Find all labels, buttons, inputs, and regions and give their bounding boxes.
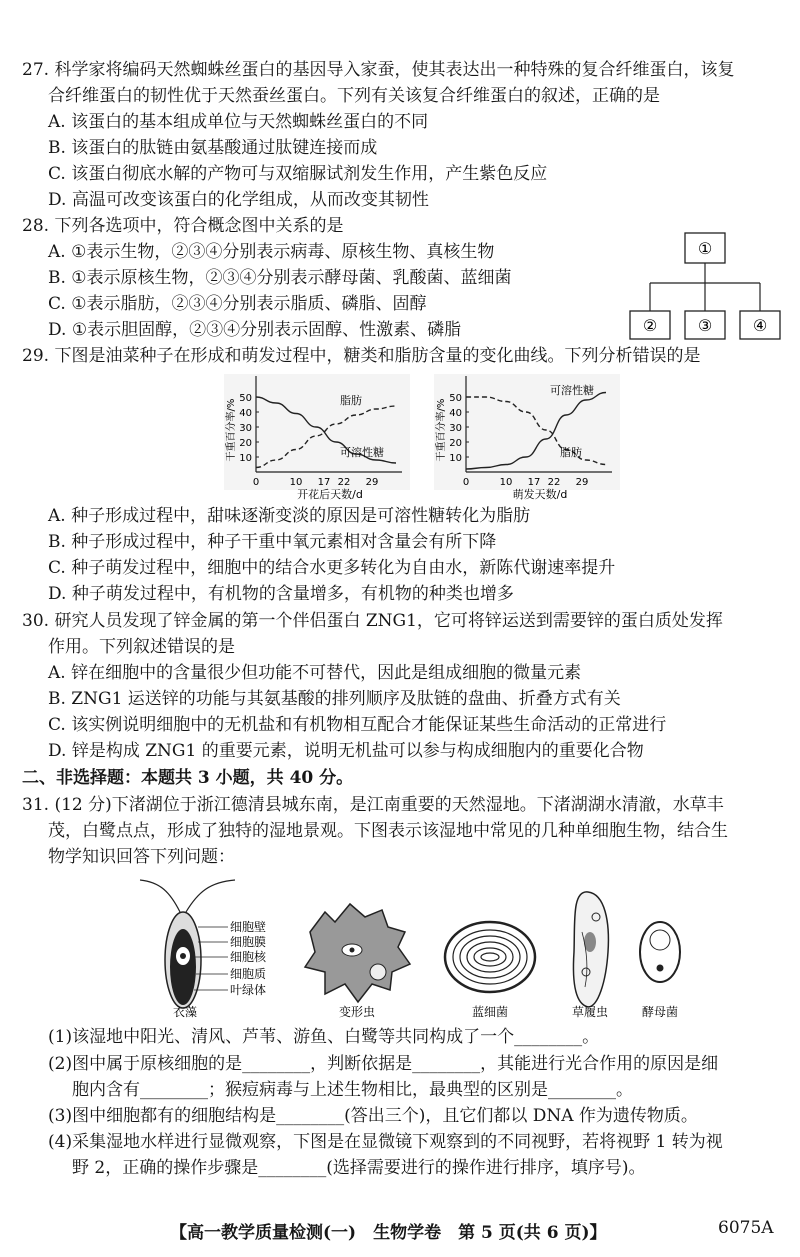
y-tick-label: 40 (449, 408, 462, 419)
q31-stem-line1: 31. (12 分)下渚湖位于浙江德清县城东南，是江南重要的天然湿地。下渚湖湖水清澈，水草丰 (22, 795, 724, 815)
q31-sub4-line2: 野 2，正确的操作步骤是________(选择需要进行的操作进行排序，填序号)。 (72, 1158, 646, 1178)
concept-label-3: ③ (697, 316, 713, 335)
label-amoeba: 变形虫 (338, 1005, 376, 1019)
q27-stem-line2: 合纤维蛋白的韧性优于天然蚕丝蛋白。下列有关该复合纤维蛋白的叙述，正确的是 (48, 86, 660, 106)
q28-option-b: B. ①表示原核生物，②③④分别表示酵母菌、乳酸菌、蓝细菌 (48, 268, 512, 288)
q28-option-a: A. ①表示生物，②③④分别表示病毒、原核生物、真核生物 (48, 242, 495, 262)
q29-option-b: B. 种子形成过程中，种子干重中氧元素相对含量会有所下降 (48, 532, 497, 552)
concept-label-top: ① (697, 239, 713, 258)
q29-option-c: C. 种子萌发过程中，细胞中的结合水更多转化为自由水，新陈代谢速率提升 (48, 558, 616, 578)
q31-stem-line2: 茂，白鹭点点，形成了独特的湿地景观。下图表示该湿地中常见的几种单细胞生物，结合生 (48, 821, 728, 841)
q30-stem-line1: 30. 研究人员发现了锌金属的第一个伴侣蛋白 ZNG1，它可将锌运送到需要锌的蛋白质处发挥 (22, 611, 723, 631)
q30-option-b: B. ZNG1 运送锌的功能与其氨基酸的排列顺序及肽链的盘曲、折叠方式有关 (48, 689, 621, 709)
x-tick-label: 29 (575, 477, 589, 488)
series-label: 脂肪 (560, 446, 582, 459)
label-chloroplast: 叶绿体 (230, 983, 267, 997)
concept-label-4: ④ (752, 316, 768, 335)
series-label: 可溶性糖 (340, 446, 384, 459)
organism-figure (120, 872, 700, 1022)
y-tick-label: 30 (239, 423, 252, 434)
label-cyanobacterium: 蓝细菌 (471, 1005, 509, 1019)
q27-stem-line1: 27. 科学家将编码天然蜘蛛丝蛋白的基因导入家蚕，使其表达出一种特殊的复合纤维蛋白，该复 (22, 60, 735, 80)
y-tick-label: 20 (449, 438, 462, 449)
q31-sub1: (1)该湿地中阳光、清风、芦苇、游鱼、白鹭等共同构成了一个________。 (48, 1027, 600, 1047)
q31-sub4-line1: (4)采集湿地水样进行显微观察，下图是在显微镜下观察到的不同视野，若将视野 1 转为视 (48, 1132, 723, 1152)
q30-stem-line2: 作用。下列叙述错误的是 (48, 637, 235, 657)
y-tick-label: 30 (449, 423, 462, 434)
section-heading: 二、非选择题：本题共 3 小题，共 40 分。 (22, 768, 354, 788)
y-tick-label: 10 (239, 453, 252, 464)
q30-option-c: C. 该实例说明细胞中的无机盐和有机物相互配合才能保证某些生命活动的正常进行 (48, 715, 667, 735)
q29-option-d: D. 种子萌发过程中，有机物的含量增多，有机物的种类也增多 (48, 584, 514, 604)
x-tick-label: 17 (317, 477, 331, 488)
cyanobacterium-drawing (445, 922, 535, 992)
paramecium-drawing (573, 892, 608, 1007)
chart-seed-formation (222, 372, 412, 502)
label-cell-wall: 细胞壁 (230, 920, 267, 934)
x-tick-label: 17 (527, 477, 541, 488)
x-axis-label: 萌发天数/d (512, 488, 568, 501)
q31-sub2-line2: 胞内含有________；猴痘病毒与上述生物相比，最典型的区别是________。 (72, 1080, 633, 1100)
q29-stem: 29. 下图是油菜种子在形成和萌发过程中，糖类和脂肪含量的变化曲线。下列分析错误的是 (22, 346, 701, 366)
q27-option-a: A. 该蛋白的基本组成单位与天然蜘蛛丝蛋白的不同 (48, 112, 429, 132)
x-tick-label: 0 (252, 477, 260, 488)
concept-label-2: ② (642, 316, 658, 335)
y-tick-label: 40 (239, 408, 252, 419)
x-tick-label: 0 (462, 477, 470, 488)
label-cell-membrane: 细胞膜 (230, 935, 267, 949)
label-paramecium: 草履虫 (571, 1005, 609, 1019)
q30-option-d: D. 锌是构成 ZNG1 的重要元素，说明无机盐可以参与构成细胞内的重要化合物 (48, 741, 644, 761)
chart-seed-germination (432, 372, 622, 502)
concept-diagram (620, 225, 790, 345)
q31-stem-line3: 物学知识回答下列问题： (48, 847, 235, 867)
label-yeast: 酵母菌 (641, 1005, 679, 1019)
q28-option-d: D. ①表示胆固醇，②③④分别表示固醇、性激素、磷脂 (48, 320, 462, 340)
q29-option-a: A. 种子形成过程中，甜味逐渐变淡的原因是可溶性糖转化为脂肪 (48, 506, 531, 526)
y-tick-label: 20 (239, 438, 252, 449)
x-tick-label: 10 (289, 477, 303, 488)
y-axis-label: 干重百分率/% (436, 398, 447, 462)
chlamydomonas-drawing (140, 880, 235, 1008)
q28-stem: 28. 下列各选项中，符合概念图中关系的是 (22, 216, 344, 236)
label-chlamydomonas: 衣藻 (172, 1005, 198, 1019)
y-tick-label: 50 (239, 393, 252, 404)
y-axis-label: 干重百分率/% (226, 398, 237, 462)
x-tick-label: 22 (337, 477, 351, 488)
q28-option-c: C. ①表示脂肪，②③④分别表示脂质、磷脂、固醇 (48, 294, 427, 314)
y-tick-label: 10 (449, 453, 462, 464)
q31-sub2-line1: (2)图中属于原核细胞的是________，判断依据是________，其能进行光合作用的原因是细 (48, 1054, 719, 1074)
q31-sub3: (3)图中细胞都有的细胞结构是________(答出三个)，且它们都以 DNA 作为遗传物质。 (48, 1106, 698, 1126)
q27-option-c: C. 该蛋白彻底水解的产物可与双缩脲试剂发生作用，产生紫色反应 (48, 164, 548, 184)
amoeba-drawing (305, 904, 410, 1002)
q27-option-d: D. 高温可改变该蛋白的化学组成，从而改变其韧性 (48, 190, 429, 210)
q27-option-b: B. 该蛋白的肽链由氨基酸通过肽键连接而成 (48, 138, 378, 158)
x-tick-label: 29 (365, 477, 379, 488)
yeast-drawing (640, 922, 680, 982)
x-tick-label: 22 (547, 477, 561, 488)
page-footer: 【高一教学质量检测(一) 生物学卷 第 5 页(共 6 页)】 (170, 1223, 607, 1243)
series-label: 可溶性糖 (550, 384, 594, 397)
x-tick-label: 10 (499, 477, 513, 488)
paper-code: 6075A (718, 1218, 774, 1238)
label-nucleus: 细胞核 (230, 950, 267, 964)
x-axis-label: 开花后天数/d (297, 488, 363, 501)
series-label: 脂肪 (340, 394, 362, 407)
q30-option-a: A. 锌在细胞中的含量很少但功能不可替代，因此是组成细胞的微量元素 (48, 663, 582, 683)
label-cytoplasm: 细胞质 (230, 967, 267, 981)
y-tick-label: 50 (449, 393, 462, 404)
